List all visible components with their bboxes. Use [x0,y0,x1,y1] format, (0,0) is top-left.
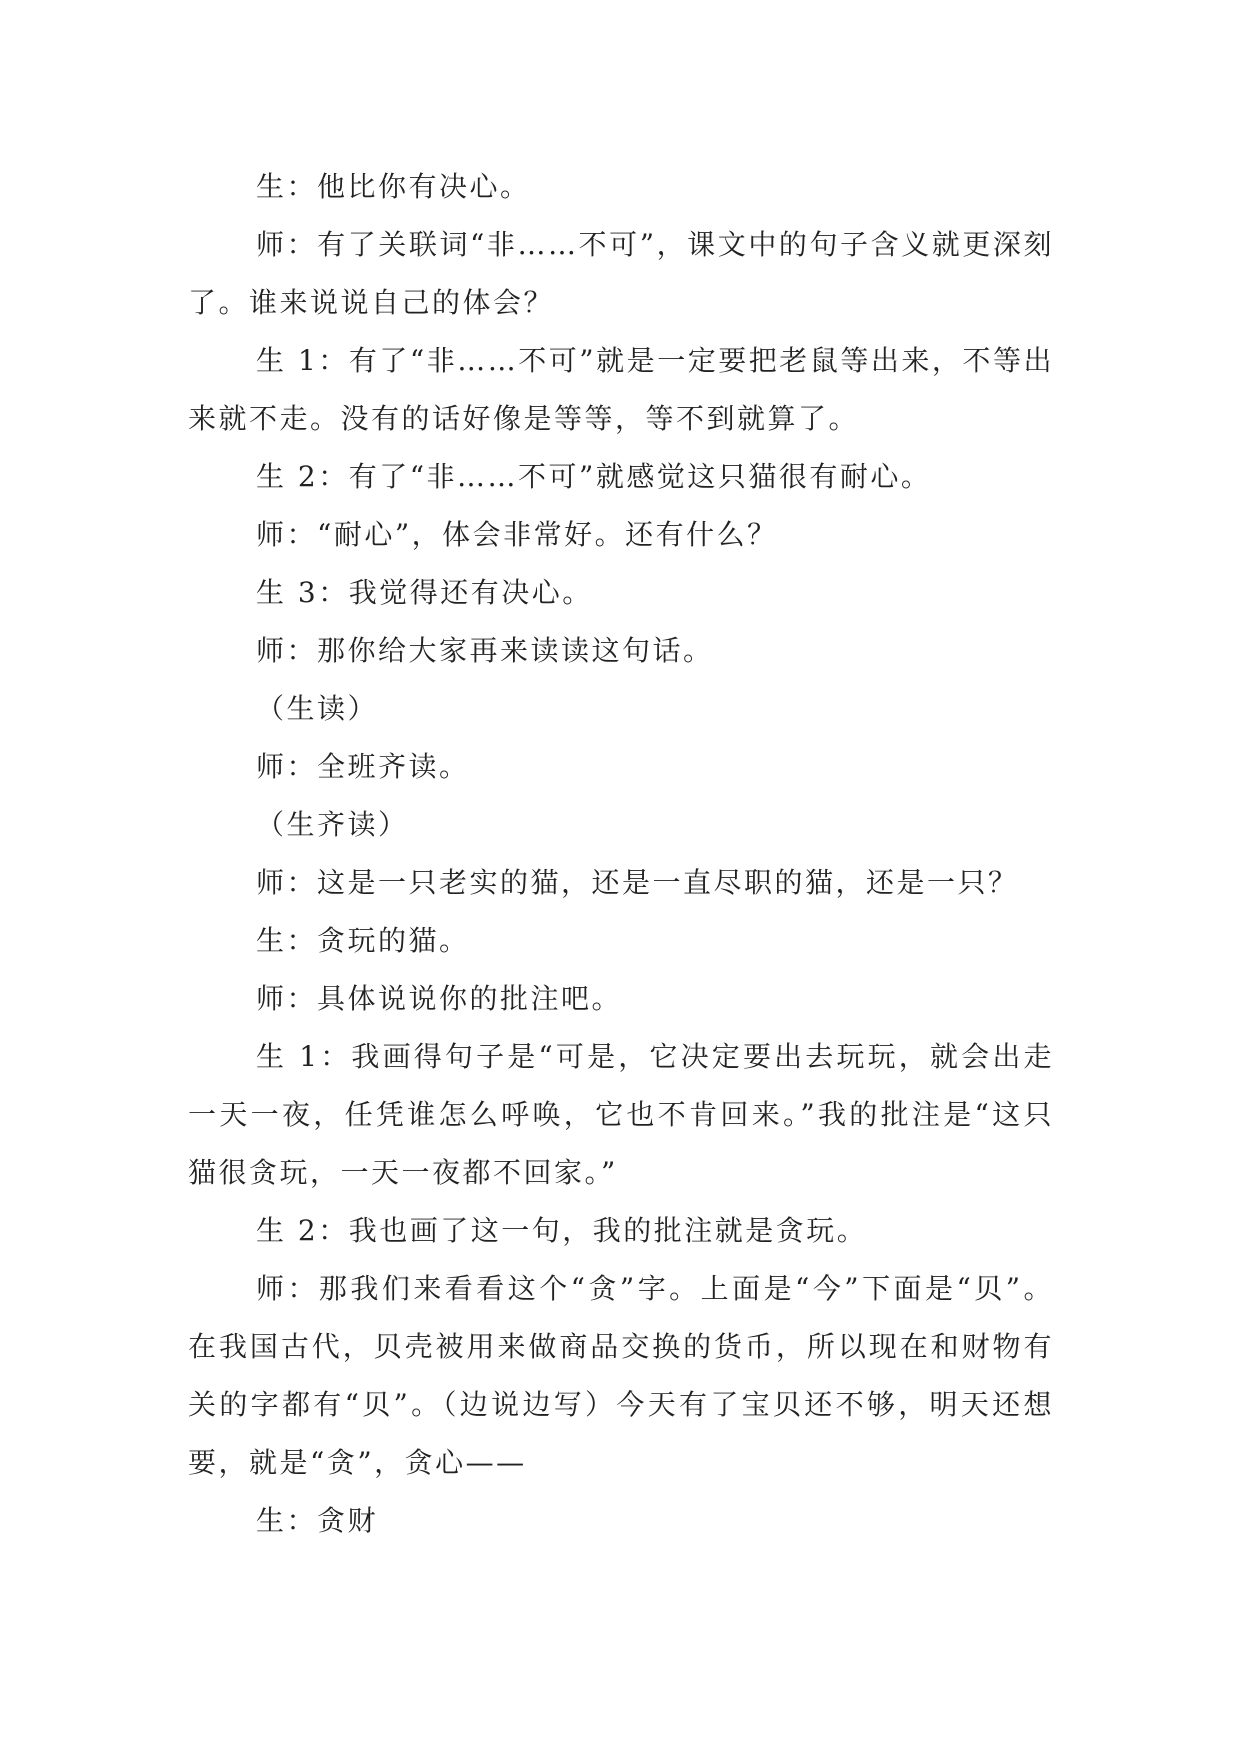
paragraph: 生 1：有了“非……不可”就是一定要把老鼠等出来，不等出来就不走。没有的话好像是等等，等不到就算了。 [188,344,1054,435]
paragraph: 师：那我们来看看这个“贪”字。上面是“今”下面是“贝”。在我国古代，贝壳被用来做商品交换的货币，所以现在和财物有关的字都有“贝”。（边说边写）今天有了宝贝还不够，明天还想要，就是“贪”，贪心—— [188,1272,1054,1479]
document-body [188,158,1054,1550]
paragraph: （生齐读） [256,808,409,841]
paragraph: 生 2：我也画了这一句，我的批注就是贪玩。 [256,1214,868,1247]
paragraph: 生：贪财 [256,1504,379,1537]
paragraph: 师：这是一只老实的猫，还是一直尽职的猫，还是一只？ [256,866,1019,899]
paragraph: 生 3：我觉得还有决心。 [256,576,593,609]
paragraph: 生 1：我画得句子是“可是，它决定要出去玩玩，就会出走一天一夜，任凭谁怎么呼唤，它也不肯回来。”我的批注是“这只猫很贪玩，一天一夜都不回家。” [188,1040,1054,1189]
paragraph: 师：那你给大家再来读读这句话。 [256,634,714,667]
paragraph: 生 2：有了“非……不可”就感觉这只猫很有耐心。 [256,460,932,493]
paragraph: 师：“耐心”，体会非常好。还有什么？ [256,518,778,551]
paragraph: 师：具体说说你的批注吧。 [256,982,623,1015]
paragraph: 生：贪玩的猫。 [256,924,470,957]
paragraph: 生：他比你有决心。 [256,170,531,203]
paragraph: 师：全班齐读。 [256,750,470,783]
paragraph: 师：有了关联词“非……不可”，课文中的句子含义就更深刻了。谁来说说自己的体会？ [188,228,1054,319]
paragraph: （生读） [256,692,379,725]
